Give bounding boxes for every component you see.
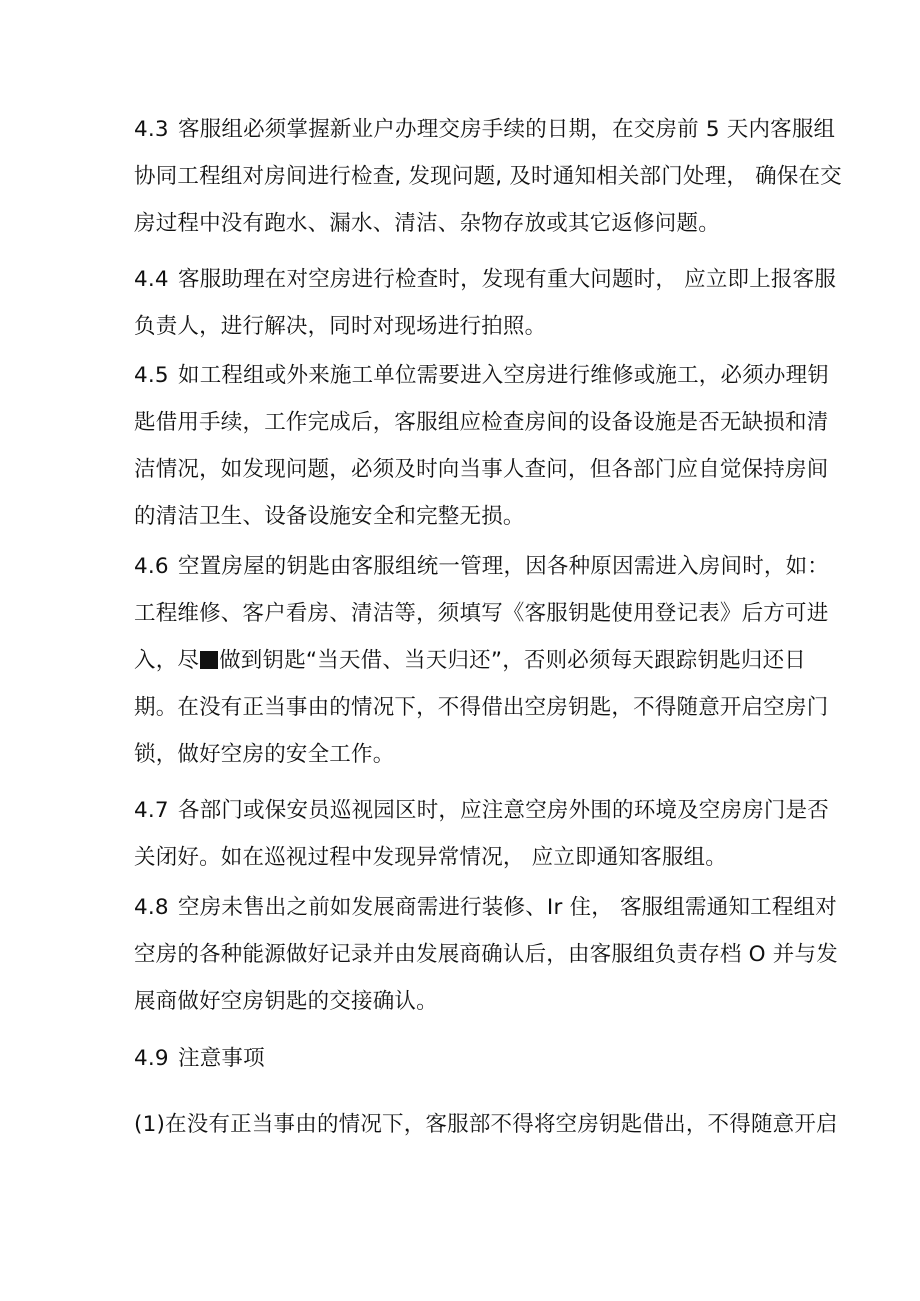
section-line: 的清洁卫生、设备设施安全和完整无损。 [134,504,525,529]
section-number: 4.8 [134,895,169,920]
section-number: 4.9 [134,1046,169,1071]
section-line [134,884,837,931]
section-number: 4.6 [134,554,169,579]
section-text: 各部门或保安员巡视园区时，应注意空房外围的环境及空房房门是否 [178,798,830,823]
section-line: 负责人，进行解决，同时对现场进行拍照。 [134,314,547,339]
item-text: (1)在没有正当事由的情况下，客服部不得将空房钥匙借出，不得随意开启 [134,1112,838,1137]
section-text: 客服助理在对空房进行检查时，发现有重大问题时， 应立即上报客服 [178,267,837,292]
section-line [134,1035,794,1082]
section-number: 4.5 [134,363,169,388]
section-text: 做到钥匙“当天借、当天归还”，否则必须每天跟踪钥匙归还日 [219,648,806,673]
section-number: 4.4 [134,267,169,292]
section-title: 注意事项 [178,1046,265,1071]
item-1 [134,1101,838,1148]
section-4-7 [134,787,830,881]
section-text: 如工程组或外来施工单位需要进入空房进行维修或施工，必须办理钥 [178,363,830,388]
section-4-6 [134,543,830,778]
section-number: 4.7 [134,798,169,823]
section-line: 工程维修、客户看房、清洁等，须填写《客服钥匙使用登记表》后方可进 [134,601,829,626]
section-line: 房过程中没有跑水、漏水、清洁、杂物存放或其它返修问题。 [134,211,720,236]
section-number: 4.3 [134,117,169,142]
section-4-3 [134,106,842,247]
section-text: 空置房屋的钥匙由客服组统一管理，因各种原因需进入房间时，如： [178,554,830,579]
section-line [134,256,837,303]
section-text: 空房未售出之前如发展商需进行装修、Ir 住， 客服组需通知工程组对 [178,895,837,920]
section-line: 期。在没有正当事由的情况下，不得借出空房钥匙，不得随意开启空房门 [134,695,829,720]
section-line [134,106,836,153]
section-line [134,787,830,834]
section-line: 匙借用手续，工作完成后，客服组应检查房间的设备设施是否无缺损和清 [134,410,829,435]
section-line: 展商做好空房钥匙的交接确认。 [134,989,438,1014]
section-4-9 [134,1035,794,1082]
section-line [134,543,830,590]
section-line: 协同工程组对房间进行检查, 发现问题, 及时通知相关部门处理， 确保在交 [134,164,842,189]
section-text: 入，尽 [134,648,200,673]
section-line [134,637,806,684]
section-4-8 [134,884,838,1025]
section-line [134,352,830,399]
section-text: 客服组必须掌握新业户办理交房手续的日期，在交房前 5 天内客服组 [178,117,836,142]
section-line: 锁，做好空房的安全工作。 [134,742,395,767]
section-line: 洁情况，如发现问题，必须及时向当事人查问，但各部门应自觉保持房间 [134,457,829,482]
section-line: 关闭好。如在巡视过程中发现异常情况， 应立即通知客服组。 [134,845,727,870]
unknown-glyph-square [200,651,218,669]
section-line: 空房的各种能源做好记录并由发展商确认后，由客服组负责存档 O 并与发 [134,942,838,967]
section-4-4 [134,256,837,350]
section-4-5 [134,352,830,540]
